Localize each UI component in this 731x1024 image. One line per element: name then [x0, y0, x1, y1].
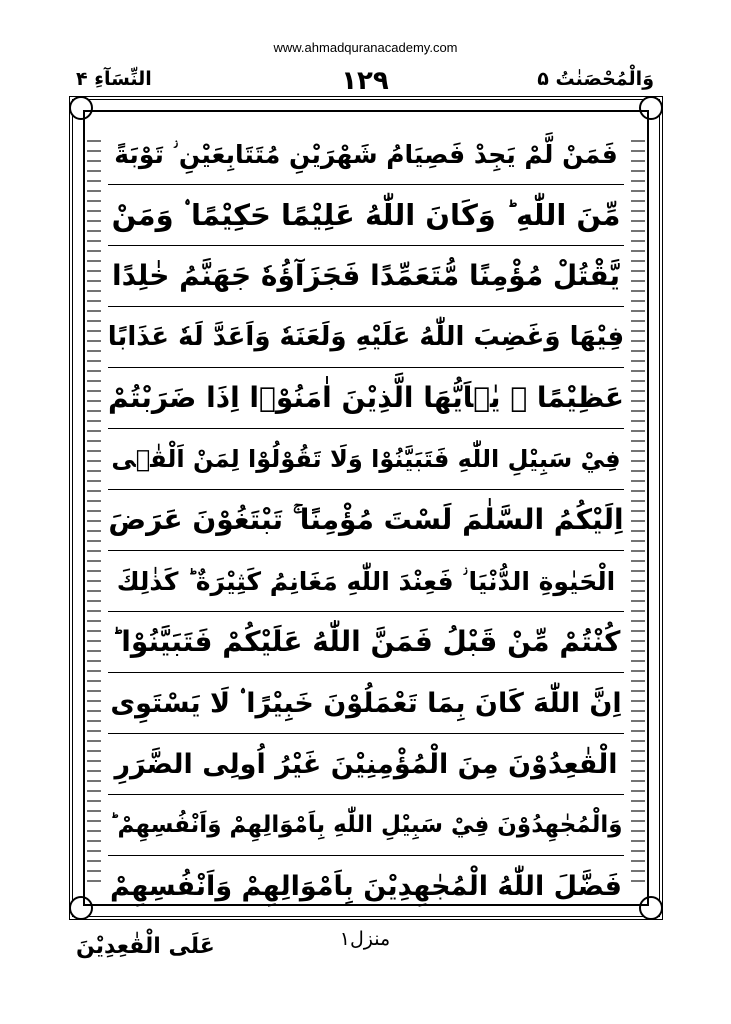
- manzil-marker: منزل۱: [339, 928, 391, 950]
- page-footer: [76, 928, 654, 968]
- inner-border: [83, 110, 649, 906]
- text-line: يَّقْتُلْ مُؤْمِنًا مُّتَعَمِّدًا فَجَزَآؤُهٗ جَهَنَّمُ خٰلِدًا: [108, 246, 624, 307]
- text-line: فَضَّلَ اللّٰهُ الْمُجٰهِدِيْنَ بِاَمْوَالِهِمْ وَاَنْفُسِهِمْ: [110, 870, 622, 902]
- quran-text: [108, 124, 624, 916]
- text-line: الْحَيٰوةِ الدُّنْيَا ؗ فَعِنْدَ اللّٰهِ مَغَانِمُ كَثِيْرَةٌ ؕ كَذٰلِكَ: [108, 551, 624, 612]
- border-ornament-right: [631, 134, 645, 882]
- text-line: وَالْمُجٰهِدُوْنَ فِيْ سَبِيْلِ اللّٰهِ بِاَمْوَالِهِمْ وَاَنْفُسِهِمْ ؕ: [108, 795, 624, 856]
- page-border: [69, 96, 663, 920]
- juz-name: وَالْمُحْصَنٰتُ ۵: [537, 68, 654, 90]
- surah-name: النِّسَآءِ ۴: [76, 68, 152, 90]
- border-ornament-left: [87, 134, 101, 882]
- text-line: الْقٰعِدُوْنَ مِنَ الْمُؤْمِنِيْنَ غَيْرُ اُولِى الضَّرَرِ: [108, 734, 624, 795]
- text-line: عَظِيْمًا ۟ يٰۤاَيُّهَا الَّذِيْنَ اٰمَنُوْۤا اِذَا ضَرَبْتُمْ: [108, 368, 624, 429]
- text-line: اِنَّ اللّٰهَ كَانَ بِمَا تَعْمَلُوْنَ خَبِيْرًا ۟ لَا يَسْتَوِى: [108, 673, 624, 734]
- text-line: فِيْهَا وَغَضِبَ اللّٰهُ عَلَيْهِ وَلَعَنَهٗ وَاَعَدَّ لَهٗ عَذَابًا: [108, 307, 624, 368]
- text-line: كُنْتُمْ مِّنْ قَبْلُ فَمَنَّ اللّٰهُ عَلَيْكُمْ فَتَبَيَّنُوْا ؕ: [108, 612, 624, 673]
- page-number: ۱۲۹: [341, 66, 389, 96]
- text-line: اِلَيْكُمُ السَّلٰمَ لَسْتَ مُؤْمِنًا ۚ تَبْتَغُوْنَ عَرَضَ: [108, 490, 624, 551]
- text-line: فَمَنْ لَّمْ يَجِدْ فَصِيَامُ شَهْرَيْنِ مُتَتَابِعَيْنِ ؗ تَوْبَةً: [108, 124, 624, 185]
- text-line: مِّنَ اللّٰهِ ؕ وَكَانَ اللّٰهُ عَلِيْمًا حَكِيْمًا ۟ وَمَنْ: [108, 185, 624, 246]
- text-line: فِيْ سَبِيْلِ اللّٰهِ فَتَبَيَّنُوْا وَلَا تَقُوْلُوْا لِمَنْ اَلْقٰۤى: [108, 429, 624, 490]
- catchword: عَلَى الْقٰعِدِيْنَ: [76, 934, 215, 959]
- website-url: www.ahmadquranacademy.com: [273, 40, 458, 55]
